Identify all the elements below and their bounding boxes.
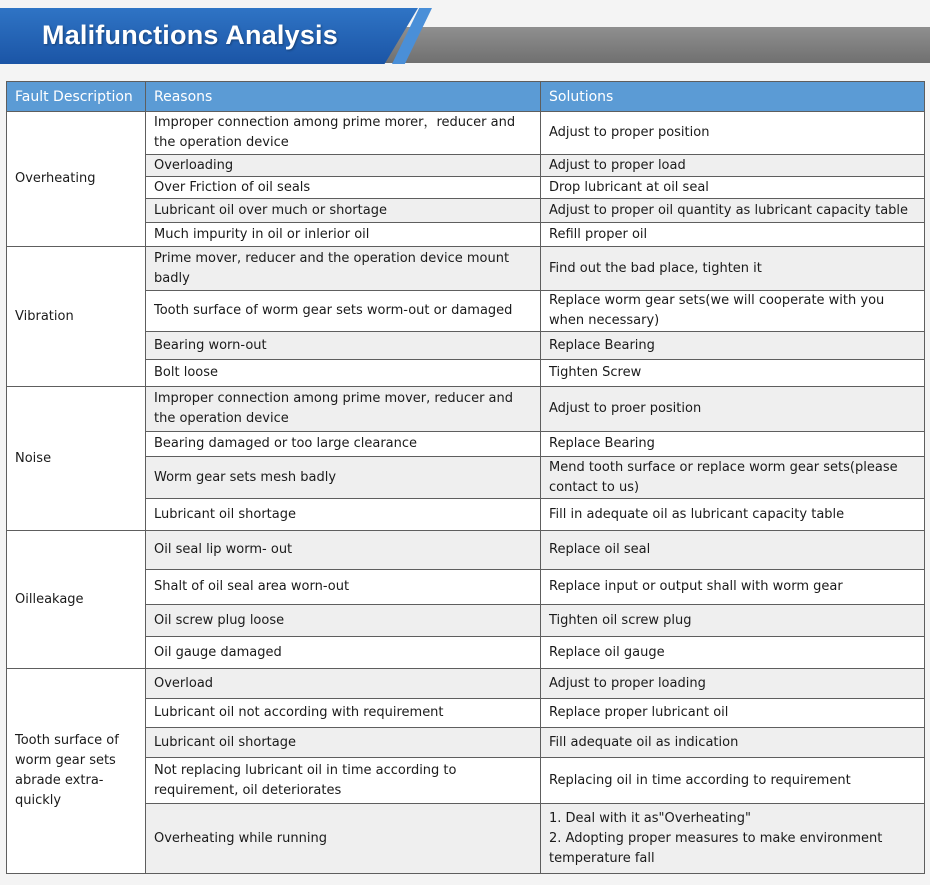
table-row <box>7 387 925 432</box>
solution-cell: Replace Bearing <box>541 332 925 360</box>
solution-cell: Adjust to proper position <box>541 112 925 155</box>
title-banner <box>0 0 930 66</box>
solution-cell: Replace Bearing <box>541 432 925 457</box>
solution-cell: Tighten oil screw plug <box>541 605 925 637</box>
solution-cell: Tighten Screw <box>541 360 925 387</box>
table-row <box>7 669 925 699</box>
reason-cell: Not replacing lubricant oil in time according to requirement, oil deteriorates <box>146 758 541 804</box>
solution-cell: Replacing oil in time according to requirement <box>541 758 925 804</box>
reason-cell: Prime mover, reducer and the operation device mount badly <box>146 247 541 291</box>
solution-cell: Mend tooth surface or replace worm gear sets(please contact to us) <box>541 457 925 499</box>
solution-cell: Adjust to proper load <box>541 155 925 177</box>
malfunction-table <box>6 81 925 874</box>
page-title: Malifunctions Analysis <box>42 20 338 50</box>
reason-cell: Oil screw plug loose <box>146 605 541 637</box>
solution-cell: Fill in adequate oil as lubricant capacity table <box>541 499 925 531</box>
solution-step: 2. Adopting proper measures to make environment temperature fall <box>549 830 883 866</box>
fault-description: Overheating <box>7 112 146 247</box>
solution-cell: Drop lubricant at oil seal <box>541 177 925 199</box>
solution-cell: Fill adequate oil as indication <box>541 728 925 758</box>
fault-description: Tooth surface of worm gear sets abrade extra- quickly <box>7 669 146 874</box>
reason-cell: Lubricant oil shortage <box>146 728 541 758</box>
reason-cell: Overheating while running <box>146 804 541 874</box>
reason-cell: Overload <box>146 669 541 699</box>
reason-cell: Overloading <box>146 155 541 177</box>
solution-cell: Adjust to proer position <box>541 387 925 432</box>
fault-description: Vibration <box>7 247 146 387</box>
reason-cell: Worm gear sets mesh badly <box>146 457 541 499</box>
solution-cell: Replace input or output shall with worm gear <box>541 570 925 605</box>
reason-cell: Tooth surface of worm gear sets worm-out or damaged <box>146 291 541 332</box>
table-header-row <box>7 82 925 112</box>
reason-cell: Oil seal lip worm- out <box>146 531 541 570</box>
solution-step: 1. Deal with it as"Overheating" <box>549 810 751 826</box>
reason-cell: Lubricant oil shortage <box>146 499 541 531</box>
reason-cell: Shalt of oil seal area worn-out <box>146 570 541 605</box>
reason-cell: Improper connection among prime morer，reducer and the operation device <box>146 112 541 155</box>
table-row <box>7 112 925 155</box>
solution-cell <box>541 804 925 874</box>
table-row <box>7 247 925 291</box>
reason-cell: Over Friction of oil seals <box>146 177 541 199</box>
reason-cell: Oil gauge damaged <box>146 637 541 669</box>
reason-cell: Lubricant oil not according with requirement <box>146 699 541 728</box>
reason-cell: Bearing damaged or too large clearance <box>146 432 541 457</box>
reason-cell: Bolt loose <box>146 360 541 387</box>
header-solutions: Solutions <box>541 82 925 112</box>
solution-cell: Adjust to proper oil quantity as lubricant capacity table <box>541 199 925 223</box>
header-reasons: Reasons <box>146 82 541 112</box>
reason-cell: Bearing worn-out <box>146 332 541 360</box>
banner-grey-bar <box>380 27 930 63</box>
reason-cell: Lubricant oil over much or shortage <box>146 199 541 223</box>
header-fault-description: Fault Description <box>7 82 146 112</box>
solution-cell: Replace oil seal <box>541 531 925 570</box>
solution-cell: Replace oil gauge <box>541 637 925 669</box>
fault-description: Oilleakage <box>7 531 146 669</box>
reason-cell: Much impurity in oil or inlerior oil <box>146 223 541 247</box>
solution-cell: Replace worm gear sets(we will cooperate with you when necessary) <box>541 291 925 332</box>
table-row <box>7 531 925 570</box>
fault-description: Noise <box>7 387 146 531</box>
solution-cell: Find out the bad place, tighten it <box>541 247 925 291</box>
solution-cell: Refill proper oil <box>541 223 925 247</box>
solution-cell: Adjust to proper loading <box>541 669 925 699</box>
reason-cell: Improper connection among prime mover, reducer and the operation device <box>146 387 541 432</box>
solution-cell: Replace proper lubricant oil <box>541 699 925 728</box>
